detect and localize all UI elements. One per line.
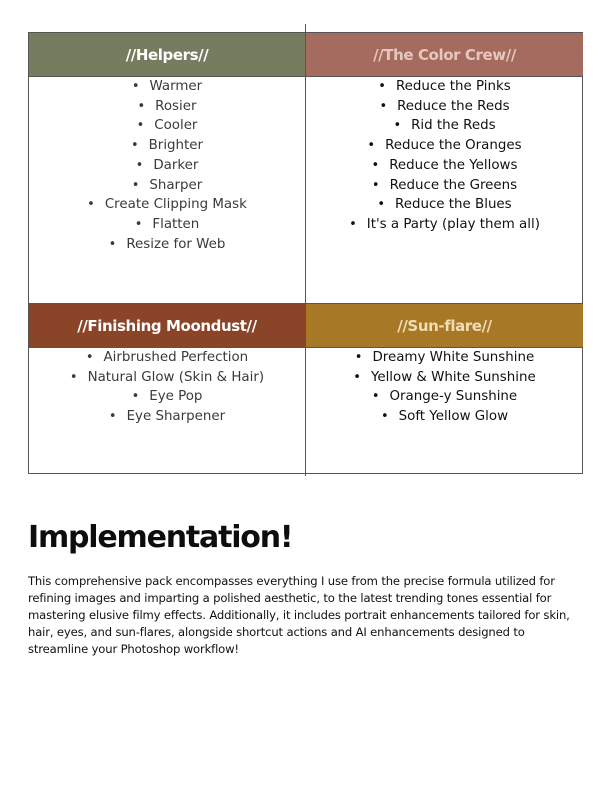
- list-item: • Dreamy White Sunshine: [306, 348, 583, 368]
- color-crew-cell: [306, 33, 583, 303]
- finishing-cell: [29, 304, 306, 476]
- table-row: [29, 303, 582, 476]
- list-item: • Cooler: [29, 116, 305, 136]
- list-item: • Sharper: [29, 176, 305, 196]
- list-item: • Flatten: [29, 215, 305, 235]
- list-item: • Create Clipping Mask: [29, 195, 305, 215]
- sun-flare-header: //Sun-flare//: [306, 304, 583, 348]
- list-item: • Rosier: [29, 97, 305, 117]
- sun-flare-list: [306, 348, 583, 427]
- list-item: • Rid the Reds: [306, 116, 583, 136]
- finishing-list: [29, 348, 305, 427]
- list-item: • Brighter: [29, 136, 305, 156]
- list-item: • Reduce the Greens: [306, 176, 583, 196]
- helpers-header: //Helpers//: [29, 33, 305, 77]
- list-item: • Resize for Web: [29, 235, 305, 255]
- list-item: • Soft Yellow Glow: [306, 407, 583, 427]
- list-item: • Reduce the Oranges: [306, 136, 583, 156]
- list-item: • Reduce the Pinks: [306, 77, 583, 97]
- sun-flare-cell: [306, 304, 583, 476]
- list-item: • Eye Sharpener: [29, 407, 305, 427]
- list-item: • Yellow & White Sunshine: [306, 368, 583, 388]
- list-item: • Reduce the Blues: [306, 195, 583, 215]
- helpers-list: [29, 77, 305, 254]
- list-item: • Reduce the Yellows: [306, 156, 583, 176]
- list-item: • Warmer: [29, 77, 305, 97]
- list-item: • It's a Party (play them all): [306, 215, 583, 235]
- helpers-cell: [29, 33, 306, 303]
- list-item: • Eye Pop: [29, 387, 305, 407]
- list-item: • Airbrushed Perfection: [29, 348, 305, 368]
- actions-table: [28, 32, 583, 474]
- list-item: • Orange-y Sunshine: [306, 387, 583, 407]
- finishing-header: //Finishing Moondust//: [29, 304, 305, 348]
- color-crew-list: [306, 77, 583, 235]
- implementation-paragraph: This comprehensive pack encompasses everything I use from the precise formula utilized for refining images and imparting a polished aesthetic, to the latest trending tones essential for mastering elusive filmy effects. Additionally, it includes portrait enhancements tailored for skin, hair, eyes, and sun-flares, alongside shortcut actions and AI enhancements designed to streamline your Photoshop workflow!: [28, 574, 570, 656]
- list-item: • Natural Glow (Skin & Hair): [29, 368, 305, 388]
- implementation-heading: Implementation!: [28, 520, 293, 555]
- color-crew-header: //The Color Crew//: [306, 33, 583, 77]
- list-item: • Reduce the Reds: [306, 97, 583, 117]
- table-row: [29, 33, 582, 303]
- list-item: • Darker: [29, 156, 305, 176]
